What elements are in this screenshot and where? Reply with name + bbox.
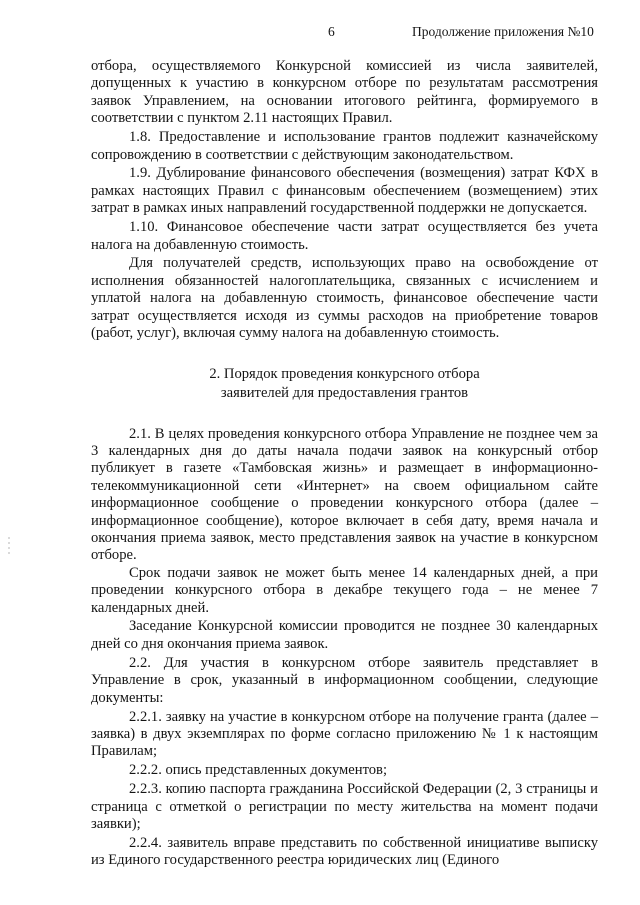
scan-margin-mark — [8, 537, 10, 557]
paragraph-application-deadline: Срок подачи заявок не может быть менее 14 календарных дней, а при проведении конкурсного отбора в декабре текущего года – не менее 7 календарных дней. — [91, 564, 598, 616]
section-heading-line-2: заявителей для предоставления грантов — [220, 384, 469, 401]
page-number: 6 — [328, 24, 335, 39]
paragraph-1-10: 1.10. Финансовое обеспечение части затрат осуществляется без учета налога на добавленную стоимость. — [91, 219, 598, 253]
section-heading — [91, 365, 598, 403]
paragraph-2-2-1: 2.2.1. заявку на участие в конкурсном отборе на получение гранта (далее – заявка) в двух экземплярах по форме согласно приложению № 1 к настоящим Правилам; — [91, 708, 598, 760]
paragraph-2-2-3: 2.2.3. копию паспорта гражданина Российской Федерации (2, 3 страницы и страница с отметкой о регистрации по месту жительства на момент подачи заявки); — [91, 781, 598, 832]
paragraph-commission-meeting: Заседание Конкурсной комиссии проводится не позднее 30 календарных дней со дня окончания приема заявок. — [91, 618, 598, 652]
paragraph-2-2-4: 2.2.4. заявитель вправе представить по собственной инициативе выписку из Единого государственного реестра юридических лиц (Единого — [91, 834, 598, 869]
paragraph-1-8: 1.8. Предоставление и использование грантов подлежит казначейскому сопровождению в соответствии с действующим законодательством. — [91, 129, 598, 163]
scan-margin-line — [8, 537, 10, 557]
paragraph-1-9: 1.9. Дублирование финансового обеспечения (возмещения) затрат КФХ в рамках настоящих Правил с финансовым обеспечением (возмещением) этих затрат в рамках иных направлений государственной поддержки не допускается. — [91, 165, 598, 217]
paragraph-vat-exemption: Для получателей средств, использующих право на освобождение от исполнения обязанностей налогоплательщика, связанных с исчислением и уплатой налога на добавленную стоимость, финансовое обеспечение части затрат осуществляется исходя из суммы расходов на приобретение товаров (работ, услуг), включая сумму налога на добавленную стоимость. — [91, 255, 598, 342]
paragraph-2-2-2: 2.2.2. опись представленных документов; — [129, 762, 387, 779]
appendix-continuation-label: Продолжение приложения №10 — [412, 24, 594, 39]
paragraph-continuation: отбора, осуществляемого Конкурсной комиссией из числа заявителей, допущенных к участию в конкурсном отборе по результатам рассмотрения заявок Управлением, на основании итогового рейтинга, формируемого в соответствии с пунктом 2.11 настоящих Правил. — [91, 58, 598, 127]
paragraph-2-1: 2.1. В целях проведения конкурсного отбора Управление не позднее чем за 3 календарных дня до даты начала подачи заявок на конкурсный отбор публикует в газете «Тамбовская жизнь» и размещает в информационно-телекоммуникационной сети «Интернет» на своем официальном сайте информационное сообщение о проведении конкурсного отбора (далее – информационное сообщение), которое включает в себя дату, время начала и окончания приема заявок, место представления заявок на участие в конкурсном отборе. — [91, 425, 598, 564]
document-body — [91, 58, 598, 870]
section-heading-line-1: 2. Порядок проведения конкурсного отбора — [209, 365, 480, 382]
paragraph-2-2: 2.2. Для участия в конкурсном отборе заявитель представляет в Управление в срок, указанный в информационном сообщении, следующие документы: — [91, 654, 598, 706]
